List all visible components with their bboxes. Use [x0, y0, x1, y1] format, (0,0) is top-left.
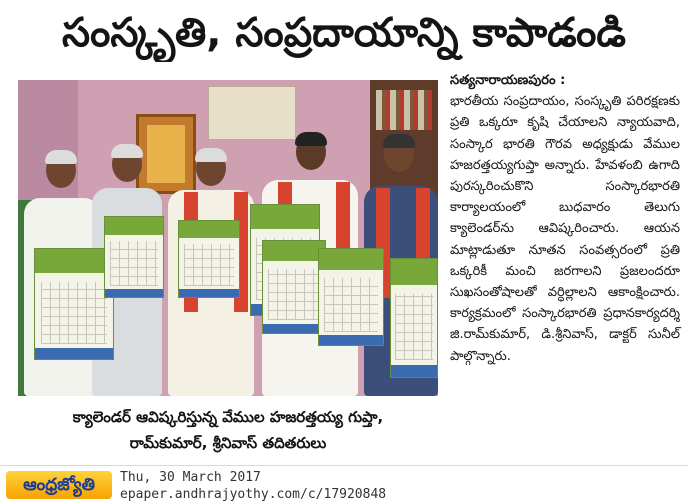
news-photo [18, 80, 438, 396]
dateline: సత్యనారాయణపురం : [450, 73, 566, 88]
headline: సంస్కృతి, సంప్రదాయాన్ని కాపాడండి [61, 10, 626, 56]
calendar [318, 248, 384, 346]
caption-line: క్యాలెండర్ ఆవిష్కరిస్తున్న వేముల హజరత్తయ్య గుప్తా, [72, 408, 384, 426]
epaper-link[interactable]: epaper.andhrajyothy.com/c/17920848 [120, 487, 387, 502]
newspaper-logo[interactable]: ఆంధ్రజ్యోతి [6, 471, 112, 499]
publication-date: Thu, 30 March 2017 [120, 470, 261, 485]
calendar [104, 216, 164, 298]
footer [0, 465, 688, 504]
photo-caption [18, 404, 438, 456]
calendar [262, 240, 326, 334]
calendar [34, 248, 114, 360]
article-body [450, 70, 680, 462]
article-text: భారతీయ సంప్రదాయం, సంస్కృతి పరిరక్షణకు ప్రతి ఒక్కరూ కృషి చేయాలని న్యాయవాది, సంస్కార భారతి గౌరవ అధ్యక్షుడు వేముల హజరత్తయ్యగుప్తా అన్నారు. హేవళంబి ఉగాది పురస్కరించుకొని సంస్కారభారతి కార్యాలయంలో బుధవారం తెలుగు క్యాలెండర్‌ను ఆవిష్కరించారు. ఆయన మాట్లాడుతూ నూతన సంవత్సరంలో ప్రతి ఒక్కరికీ మంచి జరగాలని ప్రజలందరూ సుఖసంతోషాలతో వర్ధిల్లాలని ఆకాంక్షించారు. కార్యక్రమంలో సంస్కారభారతి ప్రధానకార్యదర్శి జి.రామ్‌కుమార్, డి.శ్రీనివాస్, డాక్టర్ సునీల్ పాల్గొన్నారు. [450, 94, 680, 364]
caption-line: రామ్‌కుమార్, శ్రీనివాస్ తదితరులు [129, 434, 327, 452]
calendar [178, 220, 240, 298]
calendar [390, 258, 438, 378]
